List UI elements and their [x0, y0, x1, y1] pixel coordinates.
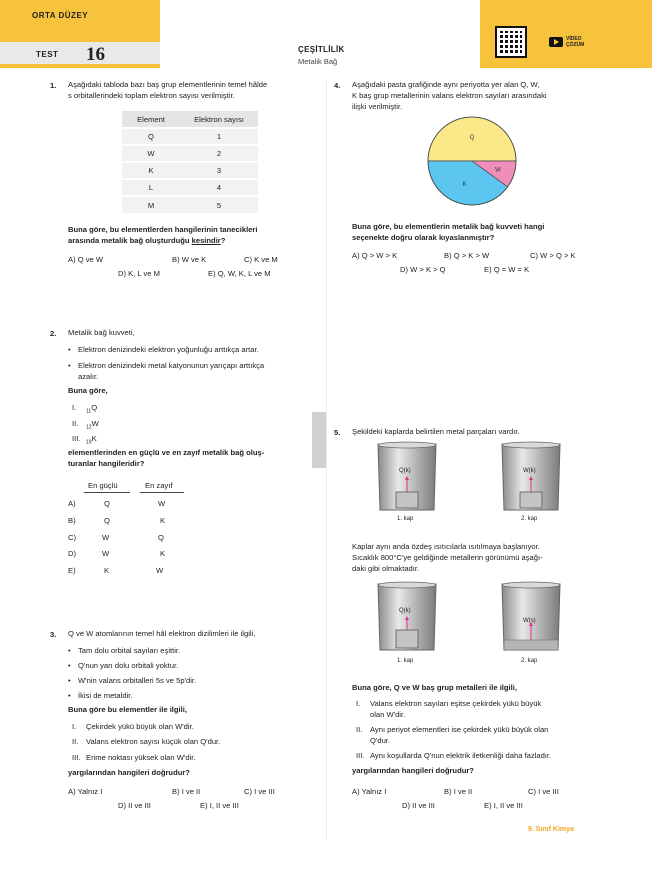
question-text: daki gibi olmaktadır. [352, 564, 420, 573]
level-label: ORTA DÜZEY [32, 11, 89, 20]
col-header-weakest: En zayıf [145, 481, 173, 490]
question-ask: yargılarından hangileri doğrudur? [352, 766, 474, 775]
numeral: II. [356, 725, 363, 734]
test-label: TEST [36, 50, 59, 59]
option-a[interactable]: A) Q ve W [68, 255, 104, 264]
table-cell: Q [122, 128, 180, 145]
table-row [122, 196, 258, 213]
option-b[interactable]: B) I ve II [172, 787, 201, 796]
symbol: K [91, 434, 97, 443]
option-c[interactable]: C) I ve III [244, 787, 275, 796]
question-stem: Aşağıdaki pasta grafiğinde aynı periyotta yer alan Q, W, [352, 80, 540, 89]
statement: Valans elektron sayısı küçük olan Q'dur. [86, 737, 221, 746]
video-label-line1: VİDEO [566, 36, 582, 42]
table-cell: W [122, 145, 180, 162]
element-table [122, 111, 258, 213]
pie-label-q: Q [469, 134, 475, 141]
page-header [0, 0, 652, 68]
numeral: II. [72, 737, 79, 746]
option-a[interactable]: A) Yalnız I [68, 787, 103, 796]
table-row [122, 179, 258, 196]
test-number: 16 [86, 44, 105, 65]
table-header-electrons: Elektron sayısı [180, 111, 258, 128]
symbol: Q [91, 403, 98, 412]
metal-label: W(s) [523, 618, 536, 624]
question-stem: Q ve W atomlarının temel hâl elektron dizilimleri ile ilgili, [68, 629, 256, 638]
option-a[interactable]: A) Yalnız I [352, 787, 387, 796]
beaker-2-graphic [500, 440, 562, 514]
bullet-item: • Tam dolu orbital sayıları eşittir. [78, 645, 180, 656]
question-ask: elementlerinden en güçlü ve en zayıf metalik bağ oluş- [68, 448, 265, 457]
question-stem: Metalik bağ kuvveti, [68, 328, 135, 337]
option-key: A) [68, 499, 76, 508]
question-text: Kaplar aynı anda özdeş ısıtıcılarla ısıtılmaya başlanıyor. [352, 542, 540, 551]
bullet-item: • Elektron denizindeki elektron yoğunluğu arttıkça artar. [78, 344, 259, 355]
question-stem: K baş grup metallerinin valans elektron sayıları arasındaki [352, 91, 547, 100]
metal-label: W(k) [523, 468, 536, 474]
option-weak: K [160, 549, 166, 558]
option-key: E) [68, 566, 76, 575]
option-a[interactable]: A) Q > W > K [352, 251, 398, 260]
question-ask: Buna göre, bu elementlerden hangilerinin tanecikleri [68, 225, 258, 234]
statement: Çekirdek yükü büyük olan W'dir. [86, 722, 194, 731]
option-d[interactable]: D) K, L ve M [118, 269, 160, 278]
statement: Q'dur. [370, 736, 391, 745]
question-stem: Şekildeki kaplarda belirtilen metal parçaları vardır. [352, 427, 520, 436]
option-weak: K [160, 516, 166, 525]
ask-emphasis: kesindir [191, 236, 221, 245]
question-text: Sıcaklık 800°C'ye geldiğinde metallerin görünümü aşağı- [352, 553, 543, 562]
col-header-strongest: En güçlü [88, 481, 118, 490]
test-bar [0, 42, 160, 64]
option-b[interactable]: B) I ve II [444, 787, 473, 796]
question-stem: ilişki verilmiştir. [352, 102, 403, 111]
option-weak: W [156, 566, 164, 575]
question-stem: Aşağıdaki tabloda bazı baş grup elementlerinin temel hâlde [68, 80, 268, 89]
table-cell: M [122, 196, 180, 213]
beaker-caption: 2. kap [521, 516, 538, 522]
option-key: B) [68, 516, 76, 525]
option-e[interactable]: E) I, II ve III [200, 801, 239, 810]
question-lead: Buna göre, [68, 386, 108, 395]
numeral: III. [72, 434, 81, 443]
table-cell: 3 [180, 162, 258, 179]
bullet-item-cont: azalır. [78, 372, 99, 381]
table-cell: 2 [180, 145, 258, 162]
element-symbol [86, 418, 99, 434]
statement: olan W'dir. [370, 710, 406, 719]
question-number: 2. [50, 329, 57, 338]
question-number: 3. [50, 630, 57, 639]
atomic-number: 19 [86, 439, 92, 446]
option-e[interactable]: E) Q, W, K, L ve M [208, 269, 271, 278]
numeral: II. [72, 419, 79, 428]
option-strong: Q [104, 516, 110, 525]
beaker-1 [376, 440, 438, 514]
page-title: ÇEŞİTLİLİK [298, 45, 345, 54]
option-c[interactable]: C) K ve M [244, 255, 278, 264]
element-symbol [86, 402, 97, 418]
numeral: III. [356, 751, 365, 760]
question-number: 1. [50, 81, 57, 90]
option-strong: W [102, 549, 110, 558]
option-e[interactable]: E) I, II ve III [484, 801, 523, 810]
option-c[interactable]: C) W > Q > K [530, 251, 576, 260]
qr-code-icon[interactable] [495, 26, 527, 58]
statement: Valans elektron sayıları eşitse çekirdek yükü büyük [370, 699, 542, 708]
option-strong: Q [104, 499, 110, 508]
pie-label-w: W [495, 167, 501, 174]
option-strong: W [102, 533, 110, 542]
option-d[interactable]: D) W > K > Q [400, 265, 446, 274]
option-weak: Q [158, 533, 164, 542]
beaker-caption: 1. kap [397, 516, 414, 522]
column-divider [326, 80, 327, 840]
header-underline [140, 492, 184, 493]
option-b[interactable]: B) W ve K [172, 255, 207, 264]
bullet-item: • Q'nun yarı dolu orbitali yoktur. [78, 660, 178, 671]
beaker-3-graphic [376, 580, 438, 654]
beaker-caption: 1. kap [397, 658, 414, 664]
table-header-element: Element [122, 111, 180, 128]
bullet-item: • W'nin valans orbitalleri 5s ve 5p'dir. [78, 675, 196, 686]
option-key: D) [68, 549, 77, 558]
pie-chart [420, 115, 524, 207]
option-d[interactable]: D) II ve III [118, 801, 151, 810]
question-stem: s orbitallerindeki toplam elektron sayısı verilmiştir. [68, 91, 235, 100]
pie-label-k: K [462, 182, 467, 189]
beaker-4 [500, 580, 562, 654]
table-cell: L [122, 179, 180, 196]
statement: Aynı koşullarda Q'nun elektrik iletkenliği daha fazladır. [370, 751, 552, 760]
header-underline [84, 492, 130, 493]
page-footer: 9. Sınıf Kimya [528, 826, 574, 833]
beaker-3 [376, 580, 438, 654]
atomic-number: 11 [86, 408, 92, 415]
metal-label: Q(k) [399, 608, 411, 614]
option-weak: W [158, 499, 166, 508]
ask-part: ? [220, 236, 226, 245]
option-b[interactable]: B) Q > K > W [444, 251, 490, 260]
table-row [122, 145, 258, 162]
bullet-item: • İkisi de metaldir. [78, 690, 132, 701]
statement: Erime noktası yüksek olan W'dir. [86, 753, 196, 762]
question-ask: yargılarından hangileri doğrudur? [68, 768, 190, 777]
ask-part: arasında metalik bağ oluşturduğu [68, 236, 192, 245]
metal-label: Q(k) [399, 468, 411, 474]
question-ask: seçenekte doğru olarak kıyaslanmıştır? [352, 233, 495, 242]
bullet-item: • Elektron denizindeki metal katyonunun yarıçapı arttıkça [78, 360, 264, 371]
question-lead: Buna göre, Q ve W baş grup metalleri ile ilgili, [352, 683, 517, 692]
table-cell: 4 [180, 179, 258, 196]
numeral: I. [72, 722, 77, 731]
atomic-number: 12 [86, 424, 92, 431]
question-lead: Buna göre bu elementler ile ilgili, [68, 705, 187, 714]
question-number: 5. [334, 428, 341, 437]
video-solution-label[interactable] [566, 36, 584, 48]
numeral: I. [72, 403, 77, 412]
question-ask [68, 235, 225, 246]
numeral: I. [356, 699, 361, 708]
option-c[interactable]: C) I ve III [528, 787, 559, 796]
symbol: W [91, 419, 99, 428]
option-d[interactable]: D) II ve III [402, 801, 435, 810]
table-cell: K [122, 162, 180, 179]
option-strong: K [104, 566, 110, 575]
page-subtitle: Metalik Bağ [298, 57, 338, 66]
question-number: 4. [334, 81, 341, 90]
table-row [122, 128, 258, 145]
statement: Aynı periyot elementleri ise çekirdek yükü büyük olan [370, 725, 549, 734]
option-e[interactable]: E) Q = W = K [484, 265, 530, 274]
table-row [122, 162, 258, 179]
numeral: III. [72, 753, 81, 762]
question-ask: Buna göre, bu elementlerin metalik bağ kuvveti hangi [352, 222, 545, 231]
video-label-line2: ÇÖZÜM [566, 42, 585, 48]
question-ask: turanlar hangileridir? [68, 459, 145, 468]
beaker-caption: 2. kap [521, 658, 538, 664]
video-play-icon[interactable] [549, 37, 563, 47]
side-tab [312, 412, 326, 468]
beaker-1-graphic [376, 440, 438, 514]
table-cell: 1 [180, 128, 258, 145]
option-key: C) [68, 533, 77, 542]
table-cell: 5 [180, 196, 258, 213]
beaker-2 [500, 440, 562, 514]
